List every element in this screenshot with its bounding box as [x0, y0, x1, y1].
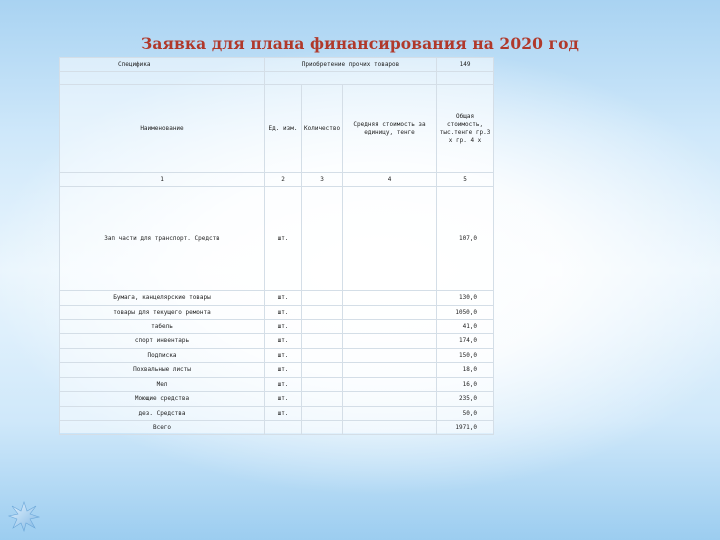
item-avg: [343, 334, 437, 349]
star-decoration-icon: [8, 500, 40, 532]
spec-code-cell: 149: [437, 58, 494, 72]
col-number: 2: [265, 173, 302, 187]
item-avg: [343, 349, 437, 363]
item-unit: шт.: [265, 349, 302, 363]
item-unit: шт.: [265, 334, 302, 349]
spec-row: [60, 58, 494, 72]
item-qty: [302, 187, 343, 291]
col-header-avg-cost: Средняя стоимость за единицу, тенге: [343, 85, 437, 173]
item-qty: [302, 349, 343, 363]
item-total: 50,0: [437, 407, 494, 421]
spacer-row: [60, 72, 494, 85]
table-row: [60, 320, 494, 334]
item-avg: [343, 378, 437, 392]
item-avg: [343, 392, 437, 407]
col-header-name: Наименование: [60, 85, 265, 173]
item-total: 150,0: [437, 349, 494, 363]
table-row: [60, 363, 494, 378]
item-avg: [343, 187, 437, 291]
item-total: 16,0: [437, 378, 494, 392]
table-row: [60, 306, 494, 320]
table-row: [60, 407, 494, 421]
item-qty: [302, 291, 343, 306]
item-unit: шт.: [265, 378, 302, 392]
col-header-total: Общая стоимость, тыс.тенге гр.3 х гр. 4 х: [437, 85, 494, 173]
item-name: товары для текущего ремонта: [60, 306, 265, 320]
item-qty: [302, 407, 343, 421]
item-name: дез. Средства: [60, 407, 265, 421]
item-name: Бумага, канцелярские товары: [60, 291, 265, 306]
item-total: 1050,0: [437, 306, 494, 320]
item-name: Моющие средства: [60, 392, 265, 407]
item-unit: шт.: [265, 392, 302, 407]
col-number: 5: [437, 173, 494, 187]
item-avg: [343, 363, 437, 378]
column-header-row: [60, 85, 494, 173]
col-number: 4: [343, 173, 437, 187]
item-total: 107,0: [437, 187, 494, 291]
table-row: [60, 392, 494, 407]
slide-title: Заявка для плана финансирования на 2020 год: [141, 34, 579, 53]
column-number-row: [60, 173, 494, 187]
item-name: табель: [60, 320, 265, 334]
col-number: 3: [302, 173, 343, 187]
item-unit: шт.: [265, 320, 302, 334]
item-avg: [343, 320, 437, 334]
item-unit: шт.: [265, 363, 302, 378]
item-name: Зап части для транспорт. Средств: [60, 187, 265, 291]
item-total: 18,0: [437, 363, 494, 378]
item-avg: [343, 291, 437, 306]
item-name: Мел: [60, 378, 265, 392]
item-total: 130,0: [437, 291, 494, 306]
total-row: [60, 421, 494, 435]
table-row: [60, 334, 494, 349]
total-value: 1971,0: [437, 421, 494, 435]
item-name: Похвальные листы: [60, 363, 265, 378]
spec-label-cell: Специфика: [60, 58, 265, 72]
item-avg: [343, 306, 437, 320]
item-qty: [302, 392, 343, 407]
item-unit: шт.: [265, 291, 302, 306]
item-avg: [343, 407, 437, 421]
item-qty: [302, 334, 343, 349]
item-total: 174,0: [437, 334, 494, 349]
item-unit: шт.: [265, 306, 302, 320]
item-qty: [302, 363, 343, 378]
spec-name-cell: Приобретение прочих товаров: [265, 58, 437, 72]
col-header-qty: Количество: [302, 85, 343, 173]
item-qty: [302, 320, 343, 334]
item-unit: шт.: [265, 407, 302, 421]
item-qty: [302, 306, 343, 320]
table-row: [60, 378, 494, 392]
item-total: 41,0: [437, 320, 494, 334]
item-unit: шт.: [265, 187, 302, 291]
item-total: 235,0: [437, 392, 494, 407]
col-header-unit: Ед. изм.: [265, 85, 302, 173]
col-number: 1: [60, 173, 265, 187]
financing-table-sheet: [59, 57, 493, 433]
financing-table: [59, 57, 494, 435]
item-name: спорт инвентарь: [60, 334, 265, 349]
item-qty: [302, 378, 343, 392]
table-row: [60, 349, 494, 363]
item-name: Подписка: [60, 349, 265, 363]
table-row: [60, 187, 494, 291]
table-row: [60, 291, 494, 306]
total-label: Всего: [60, 421, 265, 435]
